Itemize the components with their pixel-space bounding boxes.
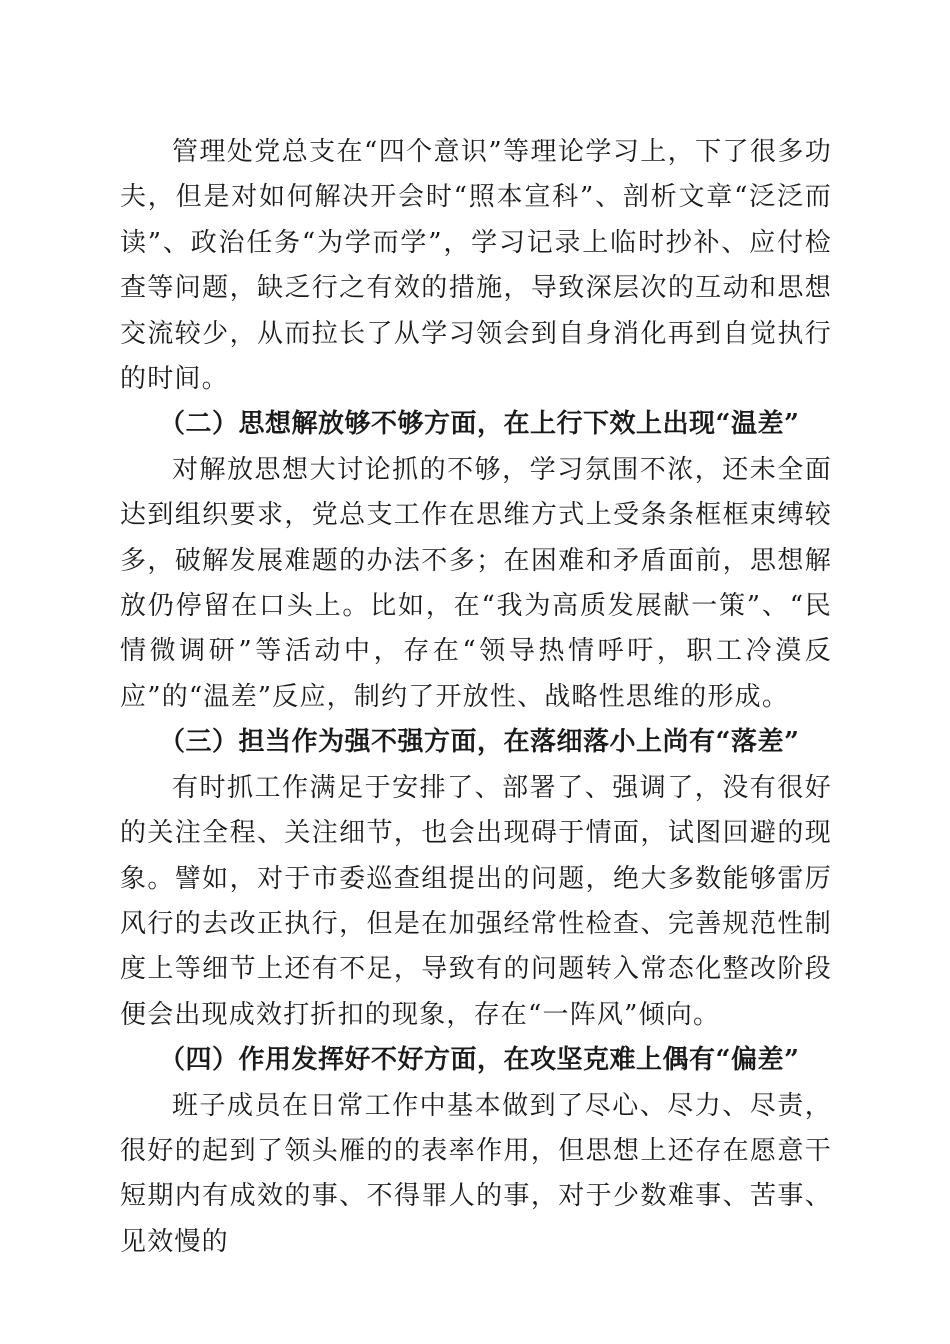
section-heading-4: （四）作用发挥好不好方面，在攻坚克难上偶有“偏差” [159,1045,800,1076]
section-heading-2: （二）思想解放够不够方面，在上行下效上出现“温差” [159,409,800,440]
paragraph-responsibility: 有时抓工作满足于安排了、部署了、强调了，没有很好的关注全程、关注细节，也会出现碍于情面，试图回避的现象。譬如，对于市委巡查组提出的问题，绝大多数能够雷厉风行的去改正执行，但是在加强经常性检查、完善规范性制度上等细节上还有不足，导致有的问题转入常态化整改阶段便会出现成效打折扣的现象，存在“一阵风”倾向。 [120,772,832,1030]
document-page [120,130,832,1265]
paragraph-study: 管理处党总支在“四个意识”等理论学习上，下了很多功夫，但是对如何解决开会时“照本宣科”、剖析文章“泛泛而读”、政治任务“为学而学”，学习记录上临时抄补、应付检查等问题，缺乏行之有效的措施，导致深层次的互动和思想交流较少，从而拉长了从学习领会到自身消化再到自觉执行的时间。 [120,137,832,395]
paragraph-role-play: 班子成员在日常工作中基本做到了尽心、尽力、尽责，很好的起到了领头雁的的表率作用，但思想上还存在愿意干短期内有成效的事、不得罪人的事，对于少数难事、苦事、见效慢的 [120,1090,832,1257]
section-heading-3: （三）担当作为强不强方面，在落细落小上尚有“落差” [159,727,800,758]
paragraph-thought-liberation: 对解放思想大讨论抓的不够，学习氛围不浓，还未全面达到组织要求，党总支工作在思维方式上受条条框框束缚较多，破解发展难题的办法不多；在困难和矛盾面前，思想解放仍停留在口头上。比如，在“我为高质发展献一策”、“民情微调研”等活动中，存在“领导热情呼吁，职工冷漠反应”的“温差”反应，制约了开放性、战略性思维的形成。 [120,454,832,712]
